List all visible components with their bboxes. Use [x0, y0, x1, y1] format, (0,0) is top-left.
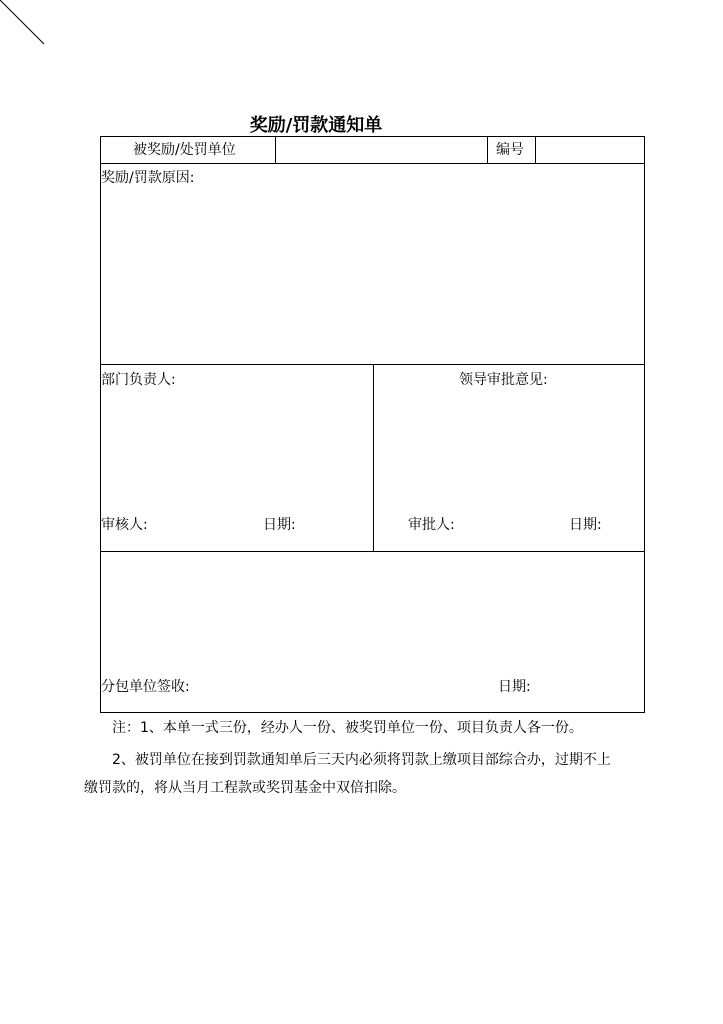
corner-fold-mark	[0, 0, 50, 50]
leader-opinion-label: 领导审批意见:	[459, 372, 548, 388]
note-line-3: 缴罚款的，将从当月工程款或奖罚基金中双倍扣除。	[84, 780, 406, 796]
subcontractor-sign-label: 分包单位签收:	[101, 679, 190, 695]
reviewer-label: 审核人:	[101, 517, 148, 533]
date-label-bottom: 日期:	[498, 679, 531, 695]
document-title: 奖励/罚款通知单	[249, 115, 383, 136]
row-divider-3	[101, 551, 644, 552]
note-line-2: 2、被罚单位在接到罚款通知单后三天内必须将罚款上缴项目部综合办，过期不上	[112, 752, 611, 768]
unit-value-field[interactable]	[276, 137, 487, 163]
number-value-field[interactable]	[536, 137, 644, 163]
note-line-1: 注：1、本单一式三份，经办人一份、被奖罚单位一份、项目负责人各一份。	[112, 720, 583, 736]
approval-col-divider	[373, 364, 374, 551]
row-divider-1	[101, 163, 644, 164]
date-label-right: 日期:	[569, 517, 602, 533]
date-label-left: 日期:	[263, 517, 296, 533]
number-label: 编号	[496, 142, 524, 158]
approver-label: 审批人:	[408, 517, 455, 533]
reason-label: 奖励/罚款原因:	[101, 170, 195, 186]
header-col-divider-2	[487, 137, 488, 163]
dept-head-label: 部门负责人:	[101, 372, 176, 388]
notice-form	[100, 136, 645, 713]
unit-label: 被奖励/处罚单位	[133, 142, 236, 158]
